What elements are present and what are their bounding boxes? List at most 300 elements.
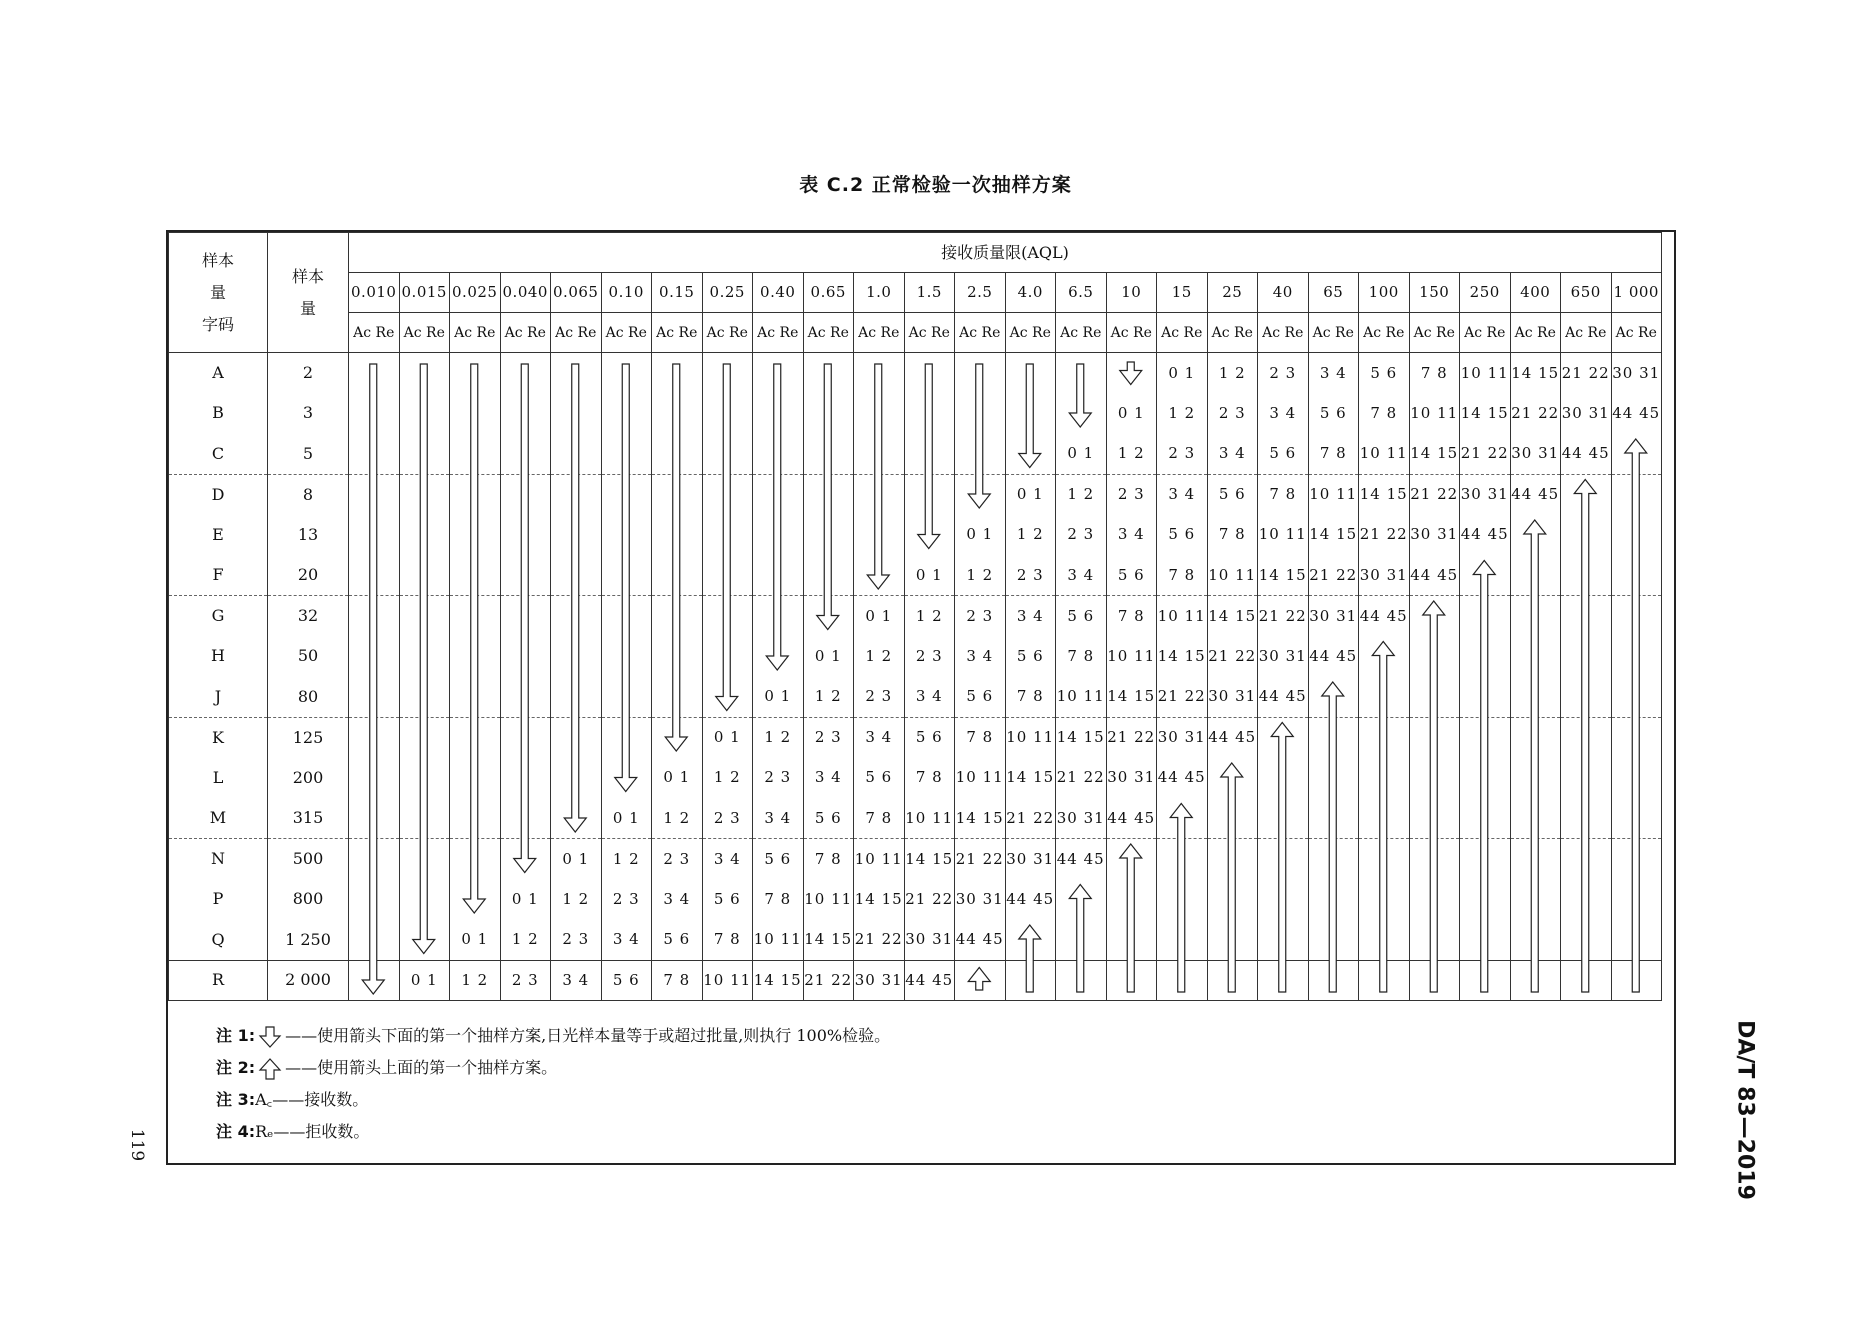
ac-re-value: 5 6 (904, 717, 955, 758)
arrow-cell (1409, 717, 1460, 758)
note-text: Rₑ——拒收数。 (255, 1122, 370, 1141)
ac-re-value: 21 22 (1056, 758, 1107, 799)
arrow-cell (601, 758, 652, 799)
arrow-cell (904, 393, 955, 434)
arrow-cell (1460, 596, 1511, 637)
ac-re-value: 3 4 (904, 677, 955, 718)
ac-re-value: 14 15 (1258, 555, 1309, 596)
ac-re-value: 2 3 (551, 920, 602, 961)
ac-re-value: 2 3 (1157, 434, 1208, 475)
arrow-cell (652, 474, 703, 515)
arrow-cell (551, 636, 602, 677)
ac-re-value: 10 11 (803, 879, 854, 920)
arrow-cell (955, 393, 1006, 434)
ac-re-value: 14 15 (1207, 596, 1258, 637)
arrow-cell (1005, 434, 1056, 475)
ac-re-value: 14 15 (1308, 515, 1359, 556)
arrow-cell (500, 555, 551, 596)
ac-re-header: Ac Re (551, 313, 602, 353)
arrow-cell (450, 515, 501, 556)
arrow-cell (1258, 717, 1309, 758)
aql-level-header: 25 (1207, 273, 1258, 313)
sample-size-code: M (169, 798, 268, 839)
ac-re-value: 5 6 (803, 798, 854, 839)
ac-re-value: 2 3 (1005, 555, 1056, 596)
ac-re-value: 0 1 (1005, 474, 1056, 515)
table-row (169, 515, 1662, 556)
ac-re-value: 7 8 (1409, 353, 1460, 394)
ac-re-header: Ac Re (450, 313, 501, 353)
arrow-cell (1409, 879, 1460, 920)
arrow-cell (904, 474, 955, 515)
arrow-cell (1005, 353, 1056, 394)
aql-level-header: 0.015 (399, 273, 450, 313)
ac-re-value: 7 8 (1207, 515, 1258, 556)
ac-re-header: Ac Re (854, 313, 905, 353)
arrow-cell (399, 636, 450, 677)
arrow-cell (955, 434, 1006, 475)
ac-re-header: Ac Re (1359, 313, 1410, 353)
ac-re-value: 10 11 (702, 960, 753, 1001)
arrow-cell (1308, 839, 1359, 880)
arrow-cell (1460, 798, 1511, 839)
ac-re-header: Ac Re (601, 313, 652, 353)
note-label: 注 4: (216, 1122, 256, 1141)
arrow-cell (1157, 920, 1208, 961)
arrow-cell (1106, 960, 1157, 1001)
sample-size-code: G (169, 596, 268, 637)
ac-re-value: 5 6 (854, 758, 905, 799)
ac-re-header: Ac Re (904, 313, 955, 353)
arrow-cell (1409, 960, 1460, 1001)
ac-re-value: 44 45 (904, 960, 955, 1001)
aql-level-header: 1 000 (1611, 273, 1662, 313)
aql-level-header: 15 (1157, 273, 1208, 313)
arrow-cell (1056, 960, 1107, 1001)
ac-re-value: 3 4 (601, 920, 652, 961)
arrow-cell (399, 839, 450, 880)
ac-re-header: Ac Re (1611, 313, 1662, 353)
arrow-cell (1005, 960, 1056, 1001)
arrow-cell (1611, 920, 1662, 961)
arrow-cell (1157, 798, 1208, 839)
up-arrow-icon (257, 1058, 283, 1080)
arrow-cell (904, 434, 955, 475)
ac-re-value: 7 8 (702, 920, 753, 961)
arrow-cell (652, 393, 703, 434)
arrow-cell (1460, 879, 1511, 920)
aql-level-header: 65 (1308, 273, 1359, 313)
arrow-cell (753, 474, 804, 515)
arrow-cell (551, 758, 602, 799)
arrow-cell (601, 555, 652, 596)
ac-re-value: 0 1 (551, 839, 602, 880)
arrow-cell (1460, 717, 1511, 758)
ac-re-value: 3 4 (1207, 434, 1258, 475)
ac-re-value: 5 6 (1106, 555, 1157, 596)
ac-re-value: 14 15 (803, 920, 854, 961)
arrow-cell (1561, 758, 1612, 799)
ac-re-value: 2 3 (1258, 353, 1309, 394)
arrow-cell (652, 434, 703, 475)
arrow-cell (1106, 353, 1157, 394)
table-row (169, 717, 1662, 758)
arrow-cell (601, 434, 652, 475)
arrow-cell (803, 393, 854, 434)
arrow-cell (500, 839, 551, 880)
arrow-cell (450, 555, 501, 596)
ac-re-value: 44 45 (1157, 758, 1208, 799)
sample-size-code: J (169, 677, 268, 718)
ac-re-value: 5 6 (702, 879, 753, 920)
ac-re-value: 1 2 (753, 717, 804, 758)
ac-re-value: 30 31 (955, 879, 1006, 920)
arrow-cell (753, 555, 804, 596)
arrow-cell (753, 636, 804, 677)
ac-re-value: 44 45 (1106, 798, 1157, 839)
ac-re-value: 2 3 (652, 839, 703, 880)
arrow-cell (1561, 636, 1612, 677)
ac-re-value: 5 6 (1308, 393, 1359, 434)
ac-re-value: 1 2 (450, 960, 501, 1001)
aql-level-header: 0.025 (450, 273, 501, 313)
arrow-cell (349, 839, 400, 880)
ac-re-value: 21 22 (1460, 434, 1511, 475)
ac-re-value: 0 1 (399, 960, 450, 1001)
arrow-cell (702, 515, 753, 556)
ac-re-value: 30 31 (1611, 353, 1662, 394)
arrow-cell (399, 596, 450, 637)
ac-re-value: 2 3 (702, 798, 753, 839)
ac-re-value: 1 2 (551, 879, 602, 920)
ac-re-value: 3 4 (652, 879, 703, 920)
ac-re-value: 2 3 (601, 879, 652, 920)
arrow-cell (1510, 879, 1561, 920)
arrow-cell (1157, 839, 1208, 880)
ac-re-value: 10 11 (904, 798, 955, 839)
ac-re-value: 7 8 (904, 758, 955, 799)
ac-re-value: 30 31 (854, 960, 905, 1001)
ac-re-value: 3 4 (1157, 474, 1208, 515)
arrow-cell (702, 596, 753, 637)
ac-re-value: 3 4 (1258, 393, 1309, 434)
arrow-cell (753, 353, 804, 394)
arrow-cell (1561, 920, 1612, 961)
arrow-cell (601, 636, 652, 677)
ac-re-value: 21 22 (1157, 677, 1208, 718)
arrow-cell (1106, 879, 1157, 920)
arrow-cell (1611, 677, 1662, 718)
ac-re-value: 10 11 (1056, 677, 1107, 718)
arrow-cell (1207, 920, 1258, 961)
arrow-cell (1258, 758, 1309, 799)
ac-re-value: 10 11 (1308, 474, 1359, 515)
ac-re-value: 0 1 (450, 920, 501, 961)
arrow-cell (500, 353, 551, 394)
arrow-cell (1510, 636, 1561, 677)
arrow-cell (753, 596, 804, 637)
ac-re-value: 7 8 (753, 879, 804, 920)
arrow-cell (450, 717, 501, 758)
sample-size: 5 (268, 434, 349, 475)
ac-re-value: 7 8 (1157, 555, 1208, 596)
table-row (169, 474, 1662, 515)
arrow-cell (1005, 920, 1056, 961)
sample-size-code: N (169, 839, 268, 880)
ac-re-value: 3 4 (955, 636, 1006, 677)
arrow-cell (803, 434, 854, 475)
ac-re-value: 0 1 (955, 515, 1006, 556)
ac-re-value: 1 2 (904, 596, 955, 637)
arrow-cell (349, 515, 400, 556)
ac-re-value: 3 4 (1106, 515, 1157, 556)
arrow-cell (803, 555, 854, 596)
aql-level-header: 400 (1510, 273, 1561, 313)
ac-re-value: 14 15 (1460, 393, 1511, 434)
arrow-cell (450, 393, 501, 434)
ac-re-value: 10 11 (1258, 515, 1309, 556)
ac-re-value: 7 8 (1106, 596, 1157, 637)
ac-re-value: 44 45 (1308, 636, 1359, 677)
arrow-cell (1460, 555, 1511, 596)
ac-re-value: 30 31 (1409, 515, 1460, 556)
arrow-cell (1409, 920, 1460, 961)
arrow-cell (601, 393, 652, 434)
arrow-cell (1561, 555, 1612, 596)
arrow-cell (753, 393, 804, 434)
table-row (169, 798, 1662, 839)
ac-re-value: 2 3 (1207, 393, 1258, 434)
page-title: 表 C.2 正常检验一次抽样方案 (799, 174, 1072, 196)
ac-re-value: 14 15 (1359, 474, 1410, 515)
arrow-cell (399, 474, 450, 515)
note-label: 注 3: (216, 1090, 256, 1109)
arrow-cell (349, 758, 400, 799)
ac-re-value: 30 31 (1460, 474, 1511, 515)
arrow-cell (1510, 677, 1561, 718)
ac-re-value: 1 2 (854, 636, 905, 677)
sample-size-code: K (169, 717, 268, 758)
table-row (169, 879, 1662, 920)
arrow-cell (1611, 596, 1662, 637)
table-row (169, 758, 1662, 799)
arrow-cell (349, 717, 400, 758)
ac-re-header: Ac Re (1510, 313, 1561, 353)
arrow-cell (955, 474, 1006, 515)
note-label: 注 2: (216, 1058, 256, 1077)
arrow-cell (854, 555, 905, 596)
aql-level-header: 6.5 (1056, 273, 1107, 313)
ac-re-value: 44 45 (1460, 515, 1511, 556)
arrow-cell (1308, 960, 1359, 1001)
ac-re-header: Ac Re (702, 313, 753, 353)
arrow-cell (601, 677, 652, 718)
arrow-cell (1258, 798, 1309, 839)
table-row (169, 393, 1662, 434)
ac-re-header: Ac Re (1409, 313, 1460, 353)
arrow-cell (601, 717, 652, 758)
arrow-cell (500, 758, 551, 799)
ac-re-header: Ac Re (1157, 313, 1208, 353)
ac-re-value: 0 1 (753, 677, 804, 718)
ac-re-value: 21 22 (1409, 474, 1460, 515)
ac-re-value: 7 8 (1005, 677, 1056, 718)
ac-re-value: 14 15 (904, 839, 955, 880)
ac-re-value: 7 8 (955, 717, 1006, 758)
arrow-cell (1359, 677, 1410, 718)
arrow-cell (652, 555, 703, 596)
ac-re-header: Ac Re (803, 313, 854, 353)
ac-re-header: Ac Re (1005, 313, 1056, 353)
arrow-cell (450, 353, 501, 394)
arrow-cell (1409, 798, 1460, 839)
ac-re-value: 1 2 (601, 839, 652, 880)
arrow-cell (349, 798, 400, 839)
ac-re-value: 0 1 (1157, 353, 1208, 394)
arrow-cell (1611, 555, 1662, 596)
ac-re-header: Ac Re (399, 313, 450, 353)
sample-size-code: A (169, 353, 268, 394)
arrow-cell (1611, 474, 1662, 515)
ac-re-value: 14 15 (1005, 758, 1056, 799)
code-column-header: 样本 量 字码 (169, 233, 268, 353)
arrow-cell (1611, 434, 1662, 475)
ac-re-value: 2 3 (904, 636, 955, 677)
arrow-cell (1561, 596, 1612, 637)
sample-size-code: F (169, 555, 268, 596)
ac-re-value: 44 45 (1005, 879, 1056, 920)
arrow-cell (1207, 960, 1258, 1001)
ac-re-value: 0 1 (854, 596, 905, 637)
arrow-cell (1561, 879, 1612, 920)
arrow-cell (1510, 798, 1561, 839)
table-row (169, 920, 1662, 961)
arrow-cell (955, 353, 1006, 394)
arrow-cell (551, 393, 602, 434)
ac-re-value: 7 8 (1308, 434, 1359, 475)
ac-re-value: 30 31 (1005, 839, 1056, 880)
ac-re-value: 2 3 (753, 758, 804, 799)
arrow-cell (702, 555, 753, 596)
arrow-cell (450, 839, 501, 880)
sample-size: 1 250 (268, 920, 349, 961)
arrow-cell (1460, 839, 1511, 880)
note-line (216, 1052, 890, 1084)
arrow-cell (1056, 920, 1107, 961)
arrow-cell (854, 353, 905, 394)
aql-level-header: 250 (1460, 273, 1511, 313)
ac-re-value: 14 15 (1157, 636, 1208, 677)
arrow-cell (1056, 879, 1107, 920)
ac-re-value: 21 22 (1561, 353, 1612, 394)
aql-level-header: 0.10 (601, 273, 652, 313)
arrow-cell (1258, 960, 1309, 1001)
ac-re-value: 2 3 (854, 677, 905, 718)
arrow-cell (450, 474, 501, 515)
ac-re-header: Ac Re (1561, 313, 1612, 353)
ac-re-value: 7 8 (1359, 393, 1410, 434)
sample-size: 200 (268, 758, 349, 799)
arrow-cell (551, 434, 602, 475)
ac-re-value: 10 11 (753, 920, 804, 961)
aql-level-header: 0.15 (652, 273, 703, 313)
ac-re-header: Ac Re (1258, 313, 1309, 353)
arrow-cell (1460, 636, 1511, 677)
standard-code: DA/T 83—2019 (1732, 1020, 1758, 1200)
aql-level-header: 0.010 (349, 273, 400, 313)
aql-level-header: 2.5 (955, 273, 1006, 313)
arrow-cell (1359, 758, 1410, 799)
arrow-cell (399, 555, 450, 596)
arrow-cell (399, 515, 450, 556)
arrow-cell (1409, 596, 1460, 637)
arrow-cell (551, 474, 602, 515)
ac-re-value: 44 45 (1409, 555, 1460, 596)
ac-re-value: 21 22 (1005, 798, 1056, 839)
arrow-cell (1510, 596, 1561, 637)
ac-re-value: 30 31 (1207, 677, 1258, 718)
arrow-cell (1359, 636, 1410, 677)
arrow-cell (854, 434, 905, 475)
ac-re-value: 1 2 (1106, 434, 1157, 475)
arrow-cell (349, 879, 400, 920)
arrow-cell (1510, 717, 1561, 758)
arrow-cell (1460, 677, 1511, 718)
table-row (169, 677, 1662, 718)
ac-re-header: Ac Re (652, 313, 703, 353)
arrow-cell (652, 353, 703, 394)
ac-re-value: 10 11 (854, 839, 905, 880)
ac-re-value: 14 15 (1409, 434, 1460, 475)
aql-level-header: 650 (1561, 273, 1612, 313)
note-text: ——使用箭头下面的第一个抽样方案,日光样本量等于或超过批量,则执行 100%检验。 (285, 1026, 891, 1045)
sample-size-code: D (169, 474, 268, 515)
ac-re-value: 30 31 (904, 920, 955, 961)
arrow-cell (450, 879, 501, 920)
arrow-cell (1308, 879, 1359, 920)
arrow-cell (1207, 879, 1258, 920)
ac-re-value: 44 45 (1510, 474, 1561, 515)
arrow-cell (1308, 798, 1359, 839)
arrow-cell (551, 515, 602, 556)
ac-re-value: 1 2 (1207, 353, 1258, 394)
ac-re-value: 14 15 (854, 879, 905, 920)
arrow-cell (601, 596, 652, 637)
arrow-cell (955, 960, 1006, 1001)
ac-re-value: 10 11 (1207, 555, 1258, 596)
sample-size-code: H (169, 636, 268, 677)
arrow-cell (1561, 960, 1612, 1001)
arrow-cell (1157, 879, 1208, 920)
ac-re-value: 3 4 (854, 717, 905, 758)
ac-re-value: 21 22 (955, 839, 1006, 880)
ac-re-value: 3 4 (1308, 353, 1359, 394)
arrow-cell (551, 798, 602, 839)
arrow-cell (450, 636, 501, 677)
ac-re-value: 21 22 (1106, 717, 1157, 758)
sample-size: 8 (268, 474, 349, 515)
arrow-cell (1611, 717, 1662, 758)
arrow-cell (349, 677, 400, 718)
ac-re-value: 1 2 (1157, 393, 1208, 434)
ac-re-value: 5 6 (1056, 596, 1107, 637)
arrow-cell (1611, 839, 1662, 880)
arrow-cell (500, 798, 551, 839)
ac-re-value: 2 3 (803, 717, 854, 758)
note-text: ——使用箭头上面的第一个抽样方案。 (285, 1058, 558, 1077)
ac-re-value: 0 1 (500, 879, 551, 920)
ac-re-value: 14 15 (1106, 677, 1157, 718)
